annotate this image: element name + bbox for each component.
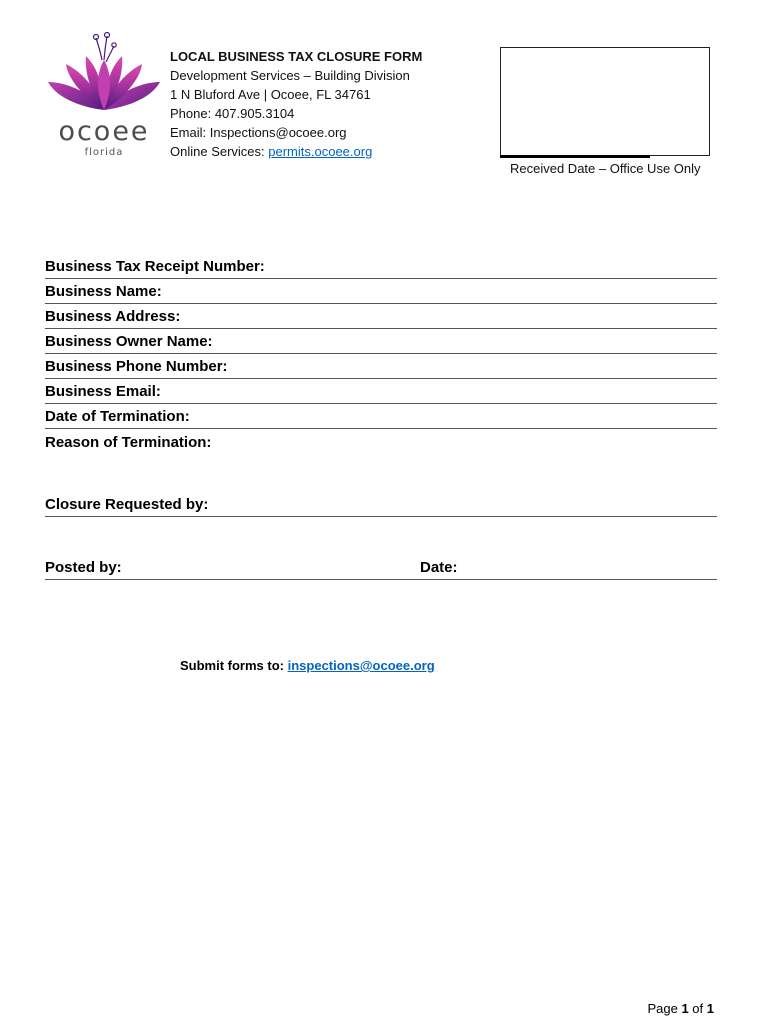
header-block	[170, 47, 422, 161]
ocoee-logo	[46, 30, 162, 160]
online-services-line	[170, 142, 422, 161]
field-business-email[interactable]	[45, 381, 717, 404]
field-receipt-number-label: Business Tax Receipt Number:	[45, 258, 265, 275]
lotus-flower-icon	[46, 30, 162, 120]
received-date-label: Received Date – Office Use Only	[510, 161, 701, 176]
field-closure-requested-by-label: Closure Requested by:	[45, 496, 209, 513]
field-termination-date-label: Date of Termination:	[45, 408, 190, 425]
field-posted-by-label: Posted by:	[45, 559, 122, 576]
field-business-name[interactable]	[45, 281, 717, 304]
submit-email-link[interactable]: inspections@ocoee.org	[287, 658, 435, 673]
online-services-label: Online Services:	[170, 144, 269, 159]
field-owner-name-label: Business Owner Name:	[45, 333, 213, 350]
field-business-address-label: Business Address:	[45, 308, 181, 325]
field-posted-by-row[interactable]	[45, 557, 717, 580]
address-line: 1 N Bluford Ave | Ocoee, FL 34761	[170, 87, 371, 102]
email-line: Email: Inspections@ocoee.org	[170, 125, 347, 140]
online-services-link[interactable]: permits.ocoee.org	[268, 144, 373, 159]
received-date-box	[500, 47, 710, 156]
field-receipt-number[interactable]	[45, 256, 717, 279]
field-termination-reason[interactable]	[45, 432, 717, 454]
submit-label: Submit forms to:	[180, 658, 288, 673]
field-business-name-label: Business Name:	[45, 283, 162, 300]
form-title: LOCAL BUSINESS TAX CLOSURE FORM	[170, 49, 423, 64]
phone-line: Phone: 407.905.3104	[170, 106, 295, 121]
field-phone-number-label: Business Phone Number:	[45, 358, 228, 375]
field-date-label: Date:	[420, 559, 458, 576]
field-termination-date[interactable]	[45, 406, 717, 429]
page-number: Page 1 of 1	[647, 1001, 714, 1016]
logo-wordmark: ocoee	[58, 116, 150, 147]
field-owner-name[interactable]	[45, 331, 717, 354]
department-line: Development Services – Building Division	[170, 68, 410, 83]
field-closure-requested-by[interactable]	[45, 494, 717, 517]
submit-instructions	[180, 658, 435, 673]
field-business-email-label: Business Email:	[45, 383, 161, 400]
logo-subtext: florida	[84, 147, 124, 158]
field-termination-reason-label: Reason of Termination:	[45, 434, 212, 451]
field-phone-number[interactable]	[45, 356, 717, 379]
field-business-address[interactable]	[45, 306, 717, 329]
